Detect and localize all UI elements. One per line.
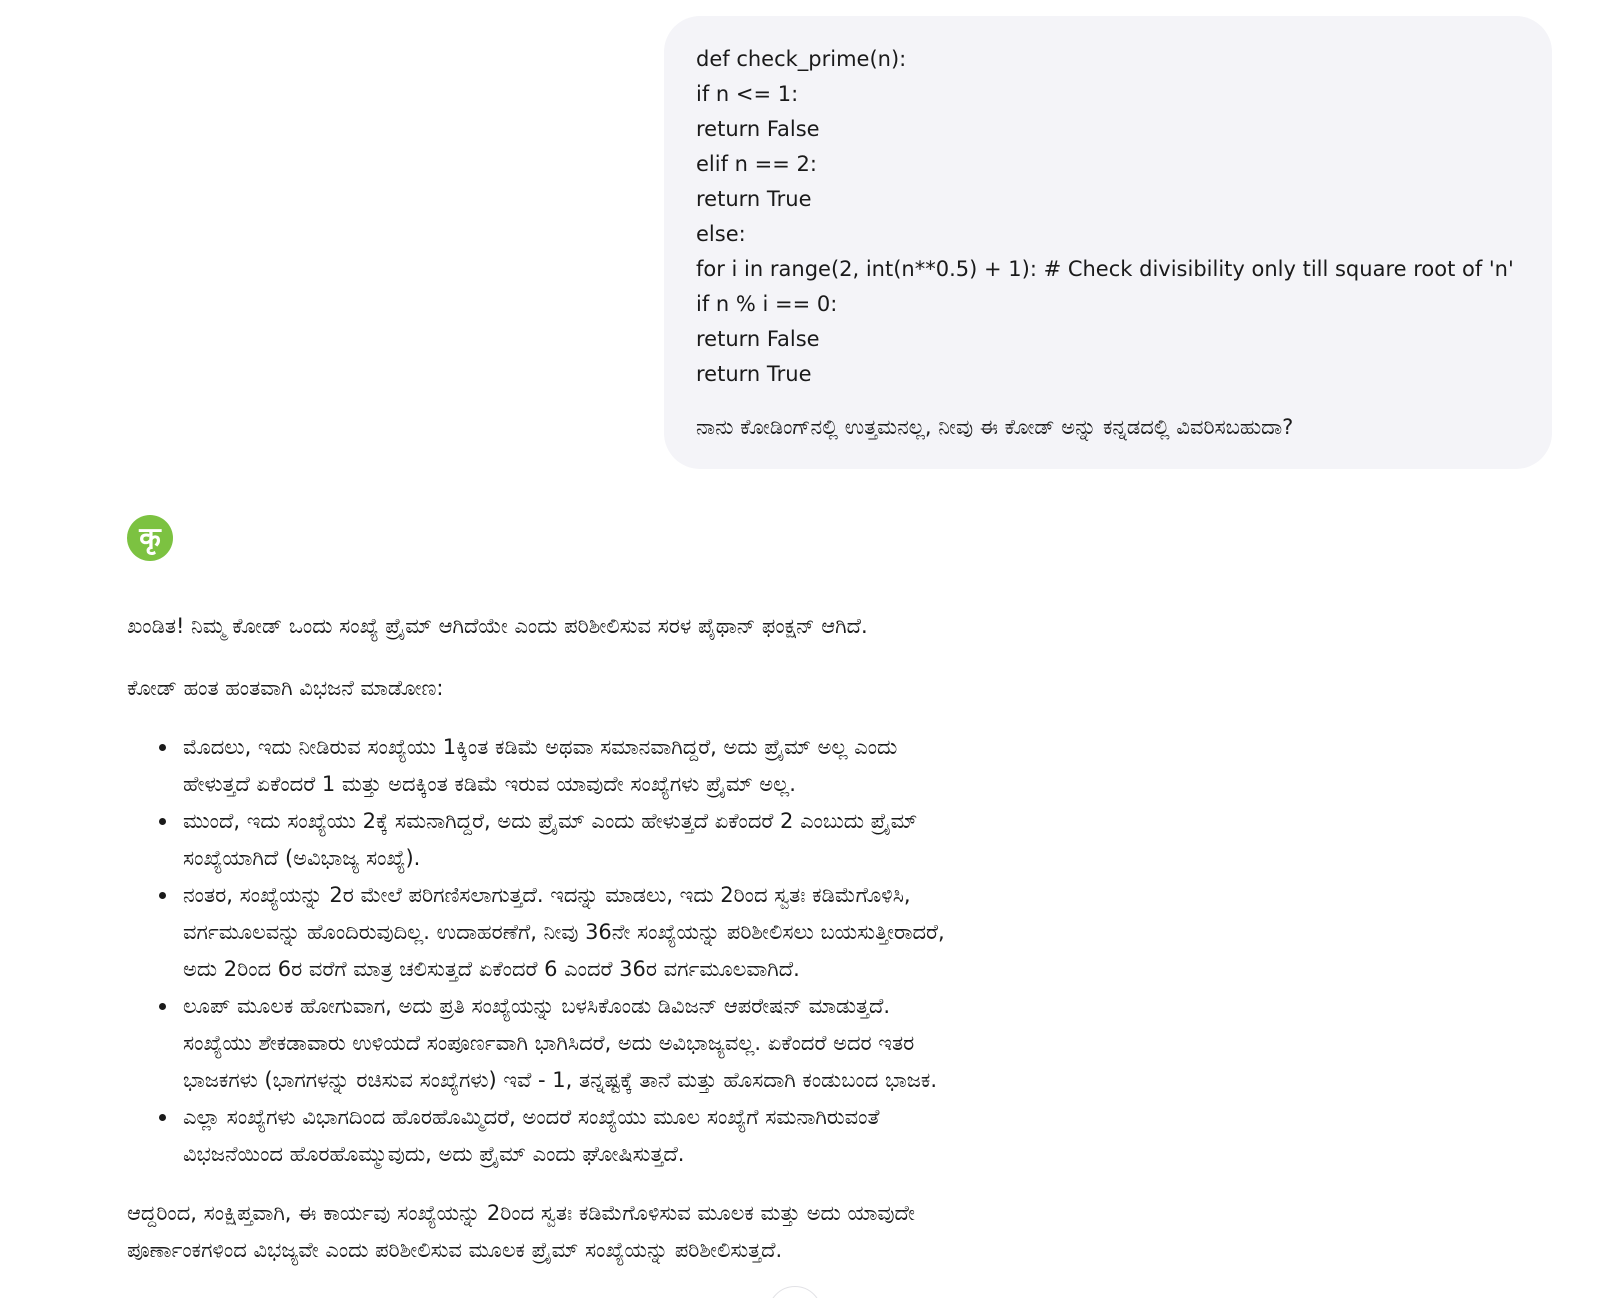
answer-conclusion xyxy=(127,1195,1247,1269)
conclusion-line: ಆದ್ದರಿಂದ, ಸಂಕ್ಷಿಪ್ತವಾಗಿ, ಈ ಕಾರ್ಯವು ಸಂಖ್ಯೆಯನ್ನು 2ರಿಂದ ಸ್ವತಃ ಕಡಿಮೆಗೊಳಿಸುವ ಮೂಲಕ ಮತ್ತು ಅದು ಯಾವುದೇ xyxy=(127,1201,915,1225)
answer-bullet-list xyxy=(127,729,1247,1173)
bullet-dot-icon xyxy=(159,1003,166,1010)
user-question: ನಾನು ಕೋಡಿಂಗ್‌ನಲ್ಲಿ ಉತ್ತಮನಲ್ಲ, ನೀವು ಈ ಕೋಡ್ ಅನ್ನು ಕನ್ನಡದಲ್ಲಿ ವಿವರಿಸಬಹುದಾ? xyxy=(696,415,1294,439)
list-item-line: ಮೊದಲು, ಇದು ನೀಡಿರುವ ಸಂಖ್ಯೆಯು 1ಕ್ಕಿಂತ ಕಡಿಮೆ ಅಥವಾ ಸಮಾನವಾಗಿದ್ದರೆ, ಅದು ಪ್ರೈಮ್ ಅಲ್ಲ ಎಂದು xyxy=(183,735,898,759)
answer-lead: ಕೋಡ್ ಹಂತ ಹಂತವಾಗಿ ವಿಭಜನೆ ಮಾಡೋಣ: xyxy=(127,676,444,700)
user-message-bubble xyxy=(664,16,1552,469)
assistant-avatar-icon: कृ xyxy=(127,515,173,561)
list-item-line: ಸಂಖ್ಯೆಯಾಗಿದೆ (ಅವಿಭಾಜ್ಯ ಸಂಖ್ಯೆ). xyxy=(183,846,421,870)
bullet-dot-icon xyxy=(159,1114,166,1121)
list-item-line: ಎಲ್ಲಾ ಸಂಖ್ಯೆಗಳು ವಿಭಾಗದಿಂದ ಹೊರಹೊಮ್ಮಿದರೆ, ಅಂದರೆ ಸಂಖ್ಯೆಯು ಮೂಲ ಸಂಖ್ಯೆಗೆ ಸಮನಾಗಿರುವಂತೆ xyxy=(183,1105,880,1129)
code-line: def check_prime(n): xyxy=(696,47,907,71)
bullet-dot-icon xyxy=(159,744,166,751)
list-item xyxy=(183,877,1247,988)
code-line: return True xyxy=(696,187,812,211)
list-item-line: ನಂತರ, ಸಂಖ್ಯೆಯನ್ನು 2ರ ಮೇಲೆ ಪರಿಗಣಿಸಲಾಗುತ್ತದೆ. ಇದನ್ನು ಮಾಡಲು, ಇದು 2ರಿಂದ ಸ್ವತಃ ಕಡಿಮೆಗೊಳಿಸಿ, xyxy=(183,883,911,907)
list-item-line: ಭಾಜಕಗಳು (ಭಾಗಗಳನ್ನು ರಚಿಸುವ ಸಂಖ್ಯೆಗಳು) ಇವೆ - 1, ತನ್ನಷ್ಟಕ್ಕೆ ತಾನೆ ಮತ್ತು ಹೊಸದಾಗಿ ಕಂಡುಬಂದ ಭಾಜಕ. xyxy=(183,1068,937,1092)
list-item-line: ಹೇಳುತ್ತದೆ ಏಕೆಂದರೆ 1 ಮತ್ತು ಅದಕ್ಕಿಂತ ಕಡಿಮೆ ಇರುವ ಯಾವುದೇ ಸಂಖ್ಯೆಗಳು ಪ್ರೈಮ್ ಅಲ್ಲ. xyxy=(183,772,796,796)
code-line: return False xyxy=(696,117,820,141)
list-item-line: ಲೂಪ್ ಮೂಲಕ ಹೋಗುವಾಗ, ಅದು ಪ್ರತಿ ಸಂಖ್ಯೆಯನ್ನು ಬಳಸಿಕೊಂಡು ಡಿವಿಜನ್ ಆಪರೇಷನ್ ಮಾಡುತ್ತದೆ. xyxy=(183,994,891,1018)
code-line: return True xyxy=(696,362,812,386)
list-item-line: ವರ್ಗಮೂಲವನ್ನು ಹೊಂದಿರುವುದಿಲ್ಲ. ಉದಾಹರಣೆಗೆ, ನೀವು 36ನೇ ಸಂಖ್ಯೆಯನ್ನು ಪರಿಶೀಲಿಸಲು ಬಯಸುತ್ತೀರಾದರೆ, xyxy=(183,920,945,944)
conclusion-line: ಪೂರ್ಣಾಂಕಗಳಿಂದ ವಿಭಜ್ಯವೇ ಎಂದು ಪರಿಶೀಲಿಸುವ ಮೂಲಕ ಪ್ರೈಮ್ ಸಂಖ್ಯೆಯನ್ನು ಪರಿಶೀಲಿಸುತ್ತದೆ. xyxy=(127,1238,783,1262)
list-item xyxy=(183,988,1247,1099)
assistant-message xyxy=(127,608,1247,1269)
code-line: else: xyxy=(696,222,746,246)
scroll-to-bottom-button[interactable] xyxy=(768,1286,822,1298)
code-line: if n % i == 0: xyxy=(696,292,838,316)
list-item-line: ವಿಭಜನೆಯಿಂದ ಹೊರಹೊಮ್ಮುವುದು, ಅದು ಪ್ರೈಮ್ ಎಂದು ಘೋಷಿಸುತ್ತದೆ. xyxy=(183,1142,685,1166)
answer-intro: ಖಂಡಿತ! ನಿಮ್ಮ ಕೋಡ್ ಒಂದು ಸಂಖ್ಯೆ ಪ್ರೈಮ್ ಆಗಿದೆಯೇ ಎಂದು ಪರಿಶೀಲಿಸುವ ಸರಳ ಪೈಥಾನ್ ಫಂಕ್ಷನ್ ಆಗಿದೆ. xyxy=(127,614,868,638)
bullet-dot-icon xyxy=(159,818,166,825)
list-item-line: ಮುಂದೆ, ಇದು ಸಂಖ್ಯೆಯು 2ಕ್ಕೆ ಸಮನಾಗಿದ್ದರೆ, ಅದು ಪ್ರೈಮ್ ಎಂದು ಹೇಳುತ್ತದೆ ಏಕೆಂದರೆ 2 ಎಂಬುದು ಪ್ರೈಮ್ xyxy=(183,809,918,833)
code-line: elif n == 2: xyxy=(696,152,817,176)
list-item-line: ಅದು 2ರಿಂದ 6ರ ವರೆಗೆ ಮಾತ್ರ ಚಲಿಸುತ್ತದೆ ಏಕೆಂದರೆ 6 ಎಂದರೆ 36ರ ವರ್ಗಮೂಲವಾಗಿದೆ. xyxy=(183,957,800,981)
code-line: if n <= 1: xyxy=(696,82,799,106)
list-item-line: ಸಂಖ್ಯೆಯು ಶೇಕಡಾವಾರು ಉಳಿಯದೆ ಸಂಪೂರ್ಣವಾಗಿ ಭಾಗಿಸಿದರೆ, ಅದು ಅವಿಭಾಜ್ಯವಲ್ಲ. ಏಕೆಂದರೆ ಅದರ ಇತರ xyxy=(183,1031,915,1055)
bullet-dot-icon xyxy=(159,892,166,899)
code-line: for i in range(2, int(n**0.5) + 1): # Check divisibility only till square root of 'n' xyxy=(696,257,1514,281)
code-line: return False xyxy=(696,327,820,351)
list-item xyxy=(183,729,1247,803)
list-item xyxy=(183,1099,1247,1173)
list-item xyxy=(183,803,1247,877)
